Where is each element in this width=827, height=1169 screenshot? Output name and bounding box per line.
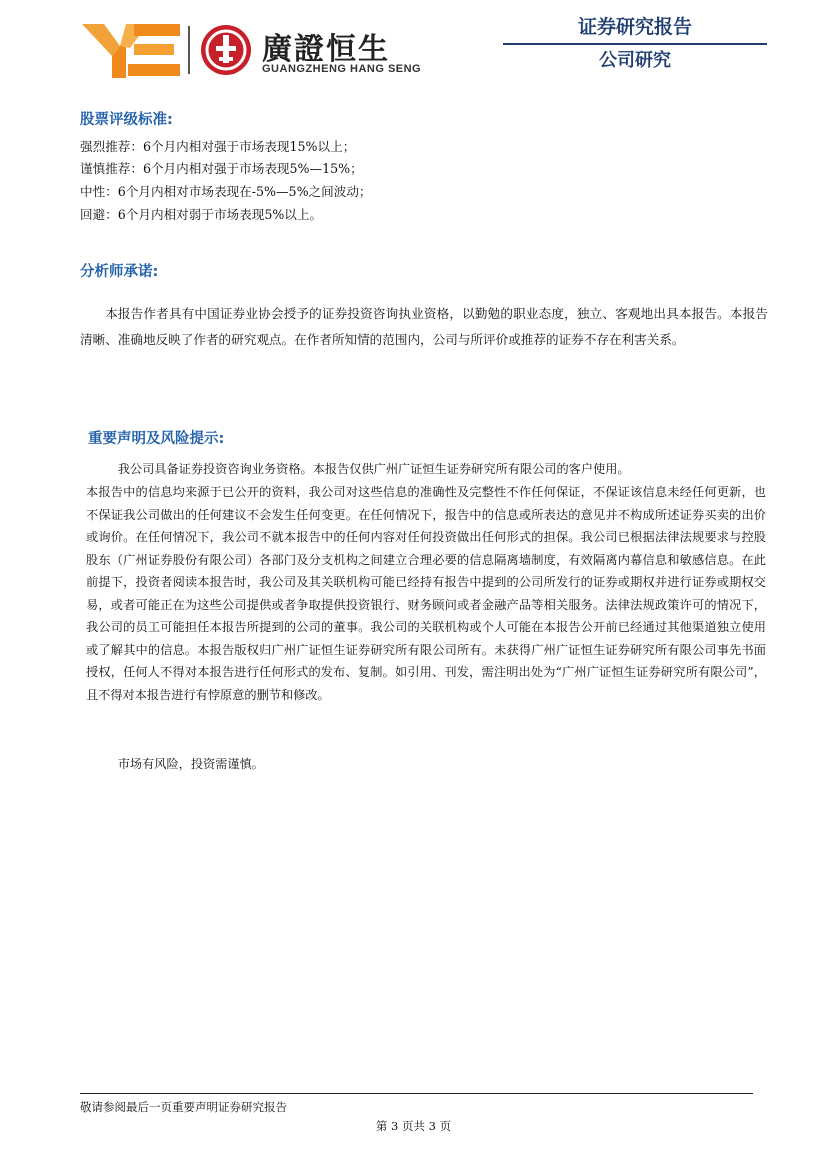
disclaimer-lead: 我公司具备证券投资咨询业务资格。本报告仅供广州广证恒生证券研究所有限公司的客户使用。 (117, 462, 630, 476)
report-header (503, 14, 767, 73)
logo-divider (188, 26, 190, 74)
risk-warning: 市场有风险，投资需谨慎。 (117, 757, 264, 771)
page-number: 第 3 页共 3 页 (375, 1119, 452, 1133)
report-type: 证券研究报告 (577, 16, 692, 38)
report-category: 公司研究 (599, 50, 671, 71)
company-logo (82, 20, 422, 80)
rating-item: 中性：6个月内相对市场表现在-5%—5%之间波动； (80, 184, 372, 199)
logo-english-name: GUANGZHENG HANG SENG (262, 63, 422, 75)
rating-item: 回避：6个月内相对弱于市场表现5%以上。 (80, 207, 323, 222)
logo-chinese-name: 廣證恒生 (262, 32, 390, 67)
disclaimer-body: 本报告中的信息均来源于已公开的资料，我公司对这些信息的准确性及完整性不作任何保证，不保证该信息未经任何更新，也不保证我公司做出的任何建议不会发生任何变更。在任何情况下，报告中的信息或所表达的意见并不构成所述证券买卖的出价或询价。在任何情况下，我公司不就本报告中的任何内容对任何投资做出任何形式的担保。我公司已根据法律法规要求与控股股东（广州证券股份有限公司）各部门及分支机构之间建立合理必要的信息隔离墙制度，有效隔离内幕信息和敏感信息。在此前提下，投资者阅读本报告时，我公司及其关联机构可能已经持有报告中提到的公司所发行的证券或期权并进行证券或期权交易，或者可能正在为这些公司提供或者争取提供投资银行、财务顾问或者金融产品等相关服务。法律法规政策许可的情况下，我公司的员工可能担任本报告所提到的公司的董事。我公司的关联机构或个人可能在本报告公开前已经通过其他渠道独立使用或了解其中的信息。本报告版权归广州广证恒生证券研究所有限公司所有。未获得广州广证恒生证券研究所有限公司事先书面授权，任何人不得对本报告进行任何形式的发布、复制。如引用、刊发，需注明出处为“广州广证恒生证券研究所有限公司”，且不得对本报告进行有悖原意的删节和修改。 (86, 485, 766, 702)
analyst-title: 分析师承诺: (80, 264, 159, 280)
seal-logo-icon (200, 24, 252, 76)
footer-note: 敬请参阅最后一页重要声明证券研究报告 (80, 1100, 287, 1114)
ye-logo-icon (82, 22, 182, 78)
rating-title: 股票评级标准: (80, 112, 173, 128)
header-rule (503, 43, 767, 45)
analyst-paragraph: 本报告作者具有中国证券业协会授予的证券投资咨询执业资格，以勤勉的职业态度，独立、客观地出具本报告。本报告清晰、准确地反映了作者的研究观点。在作者所知情的范围内，公司与所评价或推荐的证券不存在利害关系。 (80, 306, 768, 347)
disclaimer-title: 重要声明及风险提示: (88, 431, 225, 447)
rating-item: 强烈推荐：6个月内相对强于市场表现15%以上； (80, 139, 356, 154)
footer-rule (80, 1093, 753, 1094)
rating-item: 谨慎推荐：6个月内相对强于市场表现5%—15%； (80, 161, 363, 176)
